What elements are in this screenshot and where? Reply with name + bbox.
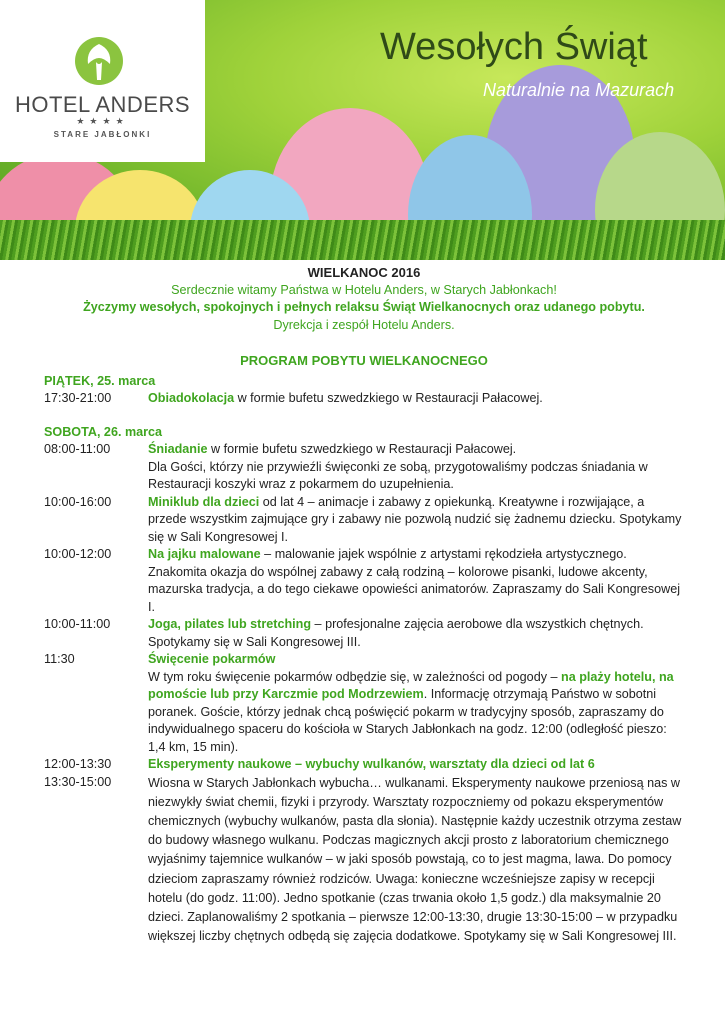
event-time: 08:00-11:00 xyxy=(44,442,111,456)
hotel-logo[interactable] xyxy=(0,0,205,162)
intro-title: WIELKANOC 2016 xyxy=(307,265,421,280)
logo-name: HOTEL ANDERS xyxy=(14,92,191,117)
event-description xyxy=(148,756,684,774)
banner-title: Wesołych Świąt xyxy=(380,26,648,68)
friday-heading: PIĄTEK, 25. marca xyxy=(44,373,156,388)
event-text: W tym roku święcenie pokarmów odbędzie się, w zależności od pogody – xyxy=(148,669,561,684)
intro-signature: Dyrekcja i zespół Hotelu Anders. xyxy=(273,317,455,332)
header-banner xyxy=(0,0,725,260)
event-time: 11:30 xyxy=(44,652,75,666)
event-name: Joga, pilates lub stretching xyxy=(148,617,312,631)
event-text: – profesjonalne zajęcia aerobowe dla wszystkich chętnych. Spotykamy się w Sali Kongresowej III. xyxy=(148,617,644,649)
event-time: 10:00-16:00 xyxy=(44,494,112,509)
schedule-row xyxy=(44,441,684,494)
event-time: 10:00-11:00 xyxy=(44,617,111,631)
event-text: – malowanie jajek wspólnie z artystami rękodzieła artystycznego. Znakomita okazja do wspólnej zabawy z całą rodziną – kolorowe pisanki, ludowe akcenty, mazurska tradycja, a do tego ciekawe opowieści animatorów. Zapraszamy do Sali Kongresowej I. xyxy=(148,547,680,614)
schedule-row xyxy=(44,546,684,616)
event-time: 17:30-21:00 xyxy=(44,391,112,405)
banner-subtitle: Naturalnie na Mazurach xyxy=(483,80,675,100)
document-body xyxy=(44,264,684,946)
event-description xyxy=(148,390,684,408)
intro-wishes: Życzymy wesołych, spokojnych i pełnych relaksu Świąt Wielkanocnych oraz udanego pobytu. xyxy=(83,300,645,314)
event-name: Obiadokolacja xyxy=(148,391,235,405)
event-location-highlight: na plaży hotelu, na pomoście lub przy Karczmie pod Modrzewiem xyxy=(148,669,674,701)
event-text: w formie bufetu szwedzkiego w Restauracji Pałacowej. xyxy=(234,391,543,405)
event-name: Śniadanie xyxy=(148,442,208,456)
event-name: Święcenie pokarmów xyxy=(148,652,276,666)
event-description xyxy=(148,441,684,494)
event-text-more: . Informację otrzymają Państwo w sobotni poranek. Goście, którzy jednak chcą poświęcić pokarm w tradycyjny sposób, zapraszamy do indywidualnego spaceru do kościoła w Starych Jabłonkach na godz. 12:00 (odległość pieszo: 1,4 km, 15 min). xyxy=(148,687,667,754)
logo-leaf-icon xyxy=(74,36,124,86)
event-name: Miniklub dla dzieci xyxy=(148,494,260,509)
event-text-more: Dla Gości, którzy nie przywieźli święconki ze sobą, przygotowaliśmy podczas śniadania w Restauracji koszyki wraz z pokarmem do uzupełnienia. xyxy=(148,459,648,491)
logo-stars: ★★★★ xyxy=(76,116,129,126)
event-description xyxy=(148,494,684,547)
schedule-row xyxy=(44,390,684,408)
event-text: w formie bufetu szwedzkiego w Restauracji Pałacowej. xyxy=(207,442,517,456)
saturday-heading: SOBOTA, 26. marca xyxy=(44,424,163,439)
event-name: Na jajku malowane xyxy=(148,547,261,561)
logo-location: STARE JABŁONKI xyxy=(53,130,152,139)
event-time: 13:30-15:00 xyxy=(44,774,112,789)
schedule-row xyxy=(44,616,684,651)
schedule-row xyxy=(44,774,684,947)
schedule-row xyxy=(44,494,684,547)
schedule-row xyxy=(44,756,684,774)
program-title: PROGRAM POBYTU WIELKANOCNEGO xyxy=(240,353,488,368)
intro-greeting: Serdecznie witamy Państwa w Hotelu Anders, w Starych Jabłonkach! xyxy=(171,282,557,297)
event-time: 12:00-13:30 xyxy=(44,757,112,771)
event-description: Wiosna w Starych Jabłonkach wybucha… wulkanami. Eksperymenty naukowe przeniosą nas w niezwykły świat chemii, fizyki i przyrody. Warsztaty rozpoczniemy od pokazu eksperymentów chemicznych (wybuchy wulkanów, pasta dla słonia). Następnie każdy uczestnik otrzyma zestaw do budowy własnego wulkanu. Podczas magicznych akcji prosto z laboratorium chemicznego wyjaśnimy tajemnice wulkanów – w jaki sposób powstają, co to jest magma, lawa. Do pomocy dzieciom zapraszamy również rodziców. Uwaga: konieczne wcześniejsze zapisy w recepcji hotelu (do godz. 11:00). Jedno spotkanie (czas trwania około 1,5 godz.) dla maksymalnie 20 dzieci. Zaplanowaliśmy 2 spotkania – pierwsze 12:00-13:30, drugie 13:30-15:00 – w przypadku większej liczby chętnych odbędą się zajęcia dodatkowe. Spotykamy się w Sali Kongresowej III. xyxy=(148,775,682,944)
grass-strip xyxy=(0,220,725,260)
event-description xyxy=(148,616,684,651)
event-description xyxy=(148,651,684,756)
event-time: 10:00-12:00 xyxy=(44,547,112,561)
event-text: od lat 4 – animacje i zabawy z opiekunką. Kreatywne i rozwijające, a przede wszystkim zajmujące gry i zabawy nie pozwolą nudzić się żadnemu dziecku. Spotykamy się w Sali Kongresowej I. xyxy=(148,494,682,544)
event-name: Eksperymenty naukowe – wybuchy wulkanów, warsztaty dla dzieci od lat 6 xyxy=(148,757,595,771)
event-description xyxy=(148,546,684,616)
schedule-row xyxy=(44,651,684,756)
